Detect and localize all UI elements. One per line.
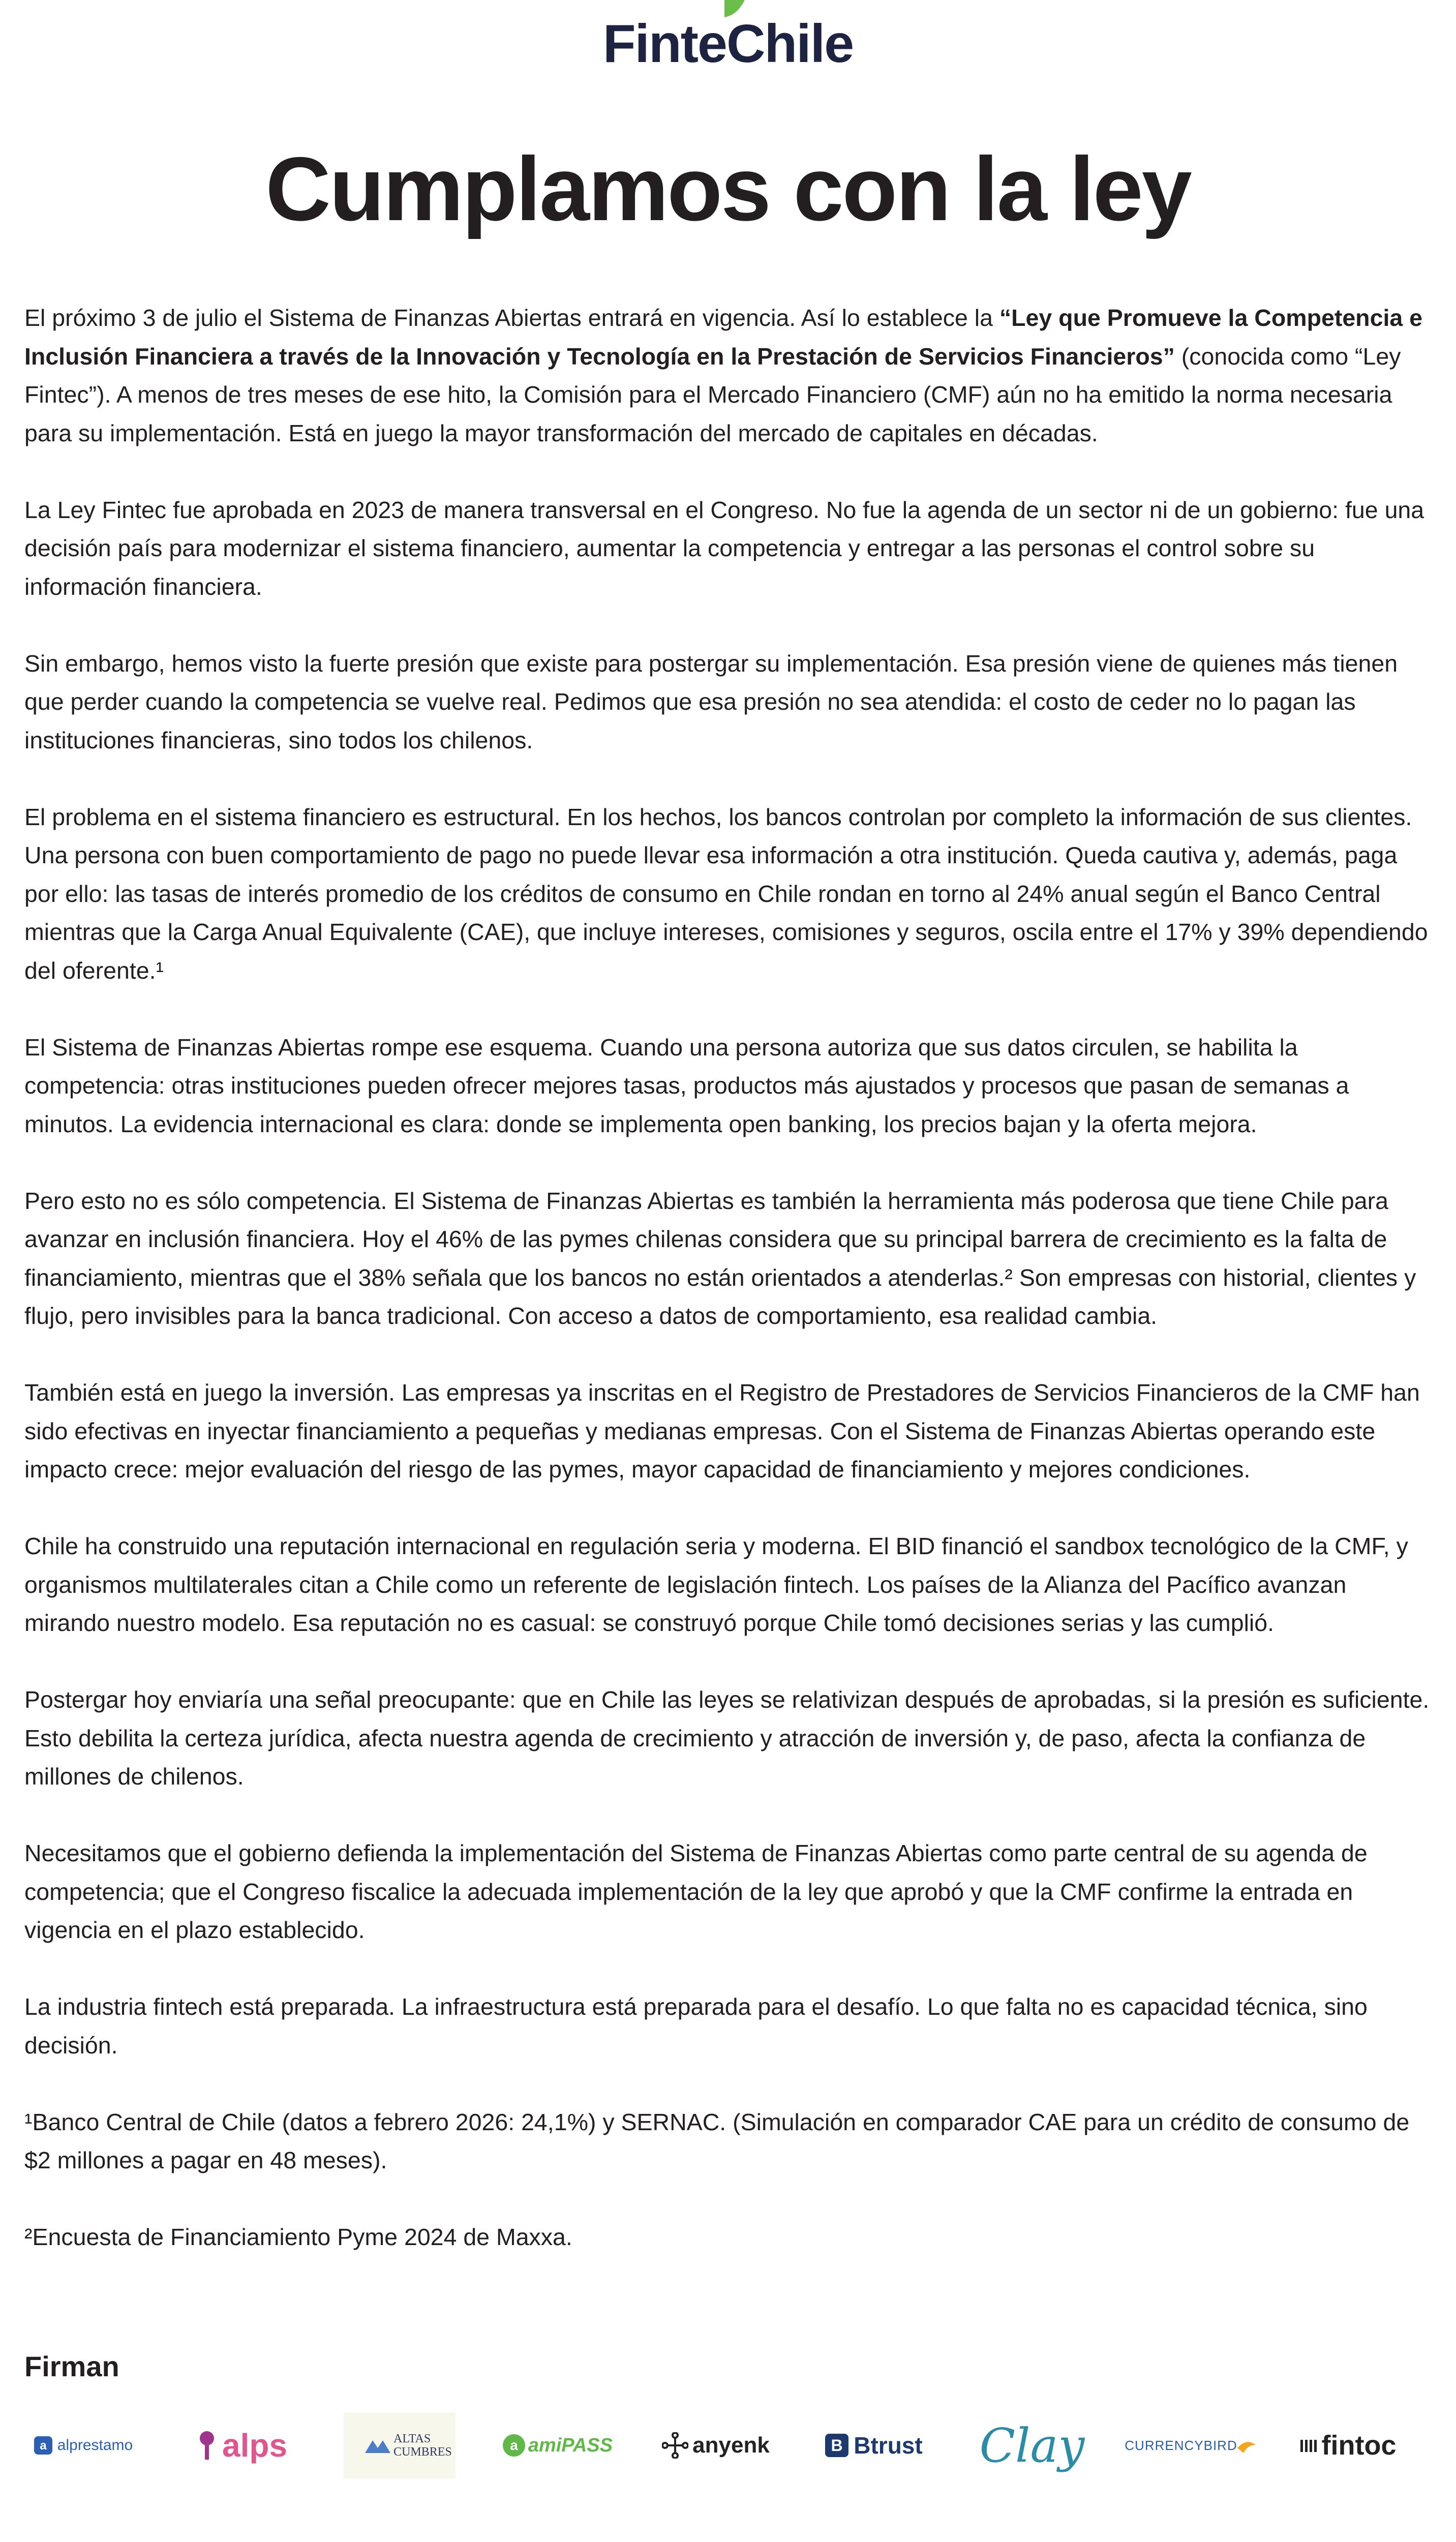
logo-altas-cumbres	[323, 2400, 476, 2491]
article-body	[24, 299, 1434, 2295]
btrust-icon	[825, 2434, 848, 2457]
brand-logo: FinteChile	[602, 14, 854, 74]
svg-text:a: a	[510, 2437, 518, 2453]
logo-row	[0, 2400, 1456, 2491]
amipass-icon	[503, 2434, 525, 2457]
logo-clay	[956, 2400, 1108, 2491]
paragraph: También está en juego la inversión. Las empresas ya inscritas en el Registro de Prestadores de Servicios Financieros de la CMF han sido efectivas en inyectar financiamiento a pequeñas y medianas empresas. Con el Sistema de Finanzas Abiertas operando este impacto crece: mejor evaluación del riesgo de las pymes, mayor capacidad de financiamiento y mejores condiciones.	[24, 1379, 1420, 1482]
footnote: ²Encuesta de Financiamiento Pyme 2024 de Maxxa.	[24, 2224, 572, 2250]
paragraph: Necesitamos que el gobierno defienda la implementación del Sistema de Finanzas Abiertas como parte central de su agenda de competencia; que el Congreso fiscalice la adecuada implementación de la ley que aprobó y que la CMF confirme la entrada en vigencia en el plazo establecido.	[24, 1840, 1368, 1943]
clay-wordmark: Clay	[979, 2418, 1085, 2473]
amipass-wordmark: amiPASS	[528, 2434, 613, 2456]
anyenk-icon	[662, 2432, 688, 2459]
logo-anyenk	[640, 2400, 792, 2491]
logo-fintoc	[1272, 2400, 1424, 2491]
anyenk-wordmark: anyenk	[692, 2433, 770, 2458]
alps-icon	[196, 2430, 218, 2461]
bird-icon	[1237, 2438, 1256, 2453]
paragraph-text: El próximo 3 de julio el Sistema de Finanzas Abiertas entrará en vigencia. Así lo establece la	[24, 305, 999, 331]
logo-btrust	[798, 2400, 950, 2491]
altas-cumbres-badge	[344, 2412, 456, 2478]
signers-title: Firman	[24, 2350, 119, 2382]
currencybird-wordmark: CURRENCYBIRD	[1125, 2437, 1237, 2453]
paragraph: Pero esto no es sólo competencia. El Sistema de Finanzas Abiertas es también la herramienta más poderosa que tiene Chile para avanzar en inclusión financiera. Hoy el 46% de las pymes chilenas considera que su principal barrera de crecimiento es la falta de financiamiento, mientras que el 38% señala que los bancos no están orientados a atenderlas.² Son empresas con historial, clientes y flujo, pero invisibles para la banca tradicional. Con acceso a datos de comportamiento, esa realidad cambia.	[24, 1187, 1416, 1329]
paragraph-text: (conocida como “Ley Fintec”). A menos de tres meses de ese hito, la Comisión para el Mercado Financiero (CMF) aún no ha emitido la norma necesaria para su implementación. Está en juego la mayor transformación del mercado de capitales en décadas.	[24, 343, 1401, 446]
mountain-icon	[365, 2438, 390, 2453]
law-name: “Ley que Promueve la Competencia e Inclusión Financiera a través de la Innovación y Tecnología en la Prestación de Servicios Financieros”	[24, 305, 1423, 370]
svg-text:B: B	[831, 2436, 843, 2455]
alps-wordmark: alps	[222, 2427, 288, 2464]
btrust-wordmark: Btrust	[854, 2432, 923, 2459]
logo-alps	[165, 2400, 318, 2491]
svg-text:a: a	[40, 2439, 47, 2453]
page-title: Cumplamos con la ley	[265, 138, 1191, 239]
paragraph: Sin embargo, hemos visto la fuerte presión que existe para postergar su implementación. Esa presión viene de quienes más tienen que perder cuando la competencia se vuelve real. Pedimos que esa presión no sea atendida: el costo de ceder no lo pagan las instituciones financieras, sino todos los chilenos.	[24, 650, 1398, 753]
altas-cumbres-wordmark: ALTAS CUMBRES	[393, 2432, 452, 2459]
paragraph: La industria fintech está preparada. La infraestructura está preparada para el desafío. Lo que falta no es capacidad técnica, sino decisión.	[24, 1993, 1368, 2059]
logo-amipass	[481, 2400, 634, 2491]
logo-currencybird	[1114, 2400, 1266, 2491]
paragraph: El Sistema de Finanzas Abiertas rompe ese esquema. Cuando una persona autoriza que sus datos circulen, se habilita la competencia: otras instituciones pueden ofrecer mejores tasas, productos más ajustados y procesos que pasan de semanas a minutos. La evidencia internacional es clara: donde se implementa open banking, los precios bajan y la oferta mejora.	[24, 1034, 1349, 1137]
paragraph: Chile ha construido una reputación internacional en regulación seria y moderna. El BID financió el sandbox tecnológico de la CMF, y organismos multilaterales citan a Chile como un referente de legislación fintech. Los países de la Alianza del Pacífico avanzan mirando nuestro modelo. Esa reputación no es casual: se construyó porque Chile tomó decisiones serias y las cumplió.	[24, 1533, 1408, 1636]
paragraph: La Ley Fintec fue aprobada en 2023 de manera transversal en el Congreso. No fue la agenda de un sector ni de un gobierno: fue una decisión país para modernizar el sistema financiero, aumentar la competencia y entregar a las personas el control sobre su información financiera.	[24, 496, 1424, 600]
logo-alprestamo	[7, 2400, 160, 2491]
alprestamo-wordmark: alprestamo	[57, 2437, 133, 2454]
paragraph: Postergar hoy enviaría una señal preocupante: que en Chile las leyes se relativizan después de aprobadas, si la presión es suficiente. Esto debilita la certeza jurídica, afecta nuestra agenda de crecimiento y atracción de inversión y, de paso, afecta la confianza de millones de chilenos.	[24, 1686, 1430, 1790]
footnote: ¹Banco Central de Chile (datos a febrero 2026: 24,1%) y SERNAC. (Simulación en comparador CAE para un crédito de consumo de $2 millones a pagar en 48 meses).	[24, 2108, 1410, 2173]
paragraph: El problema en el sistema financiero es estructural. En los hechos, los bancos controlan por completo la información de sus clientes. Una persona con buen comportamiento de pago no puede llevar esa información a otra institución. Queda cautiva y, además, paga por ello: las tasas de interés promedio de los créditos de consumo en Chile rondan en torno al 24% anual según el Banco Central mientras que la Carga Anual Equivalente (CAE), que incluye intereses, comisiones y seguros, oscila entre el 17% y 39% dependiendo del oferente.¹	[24, 803, 1428, 984]
header	[0, 0, 1456, 76]
fintoc-wordmark: fintoc	[1321, 2430, 1397, 2461]
fintoc-icon	[1300, 2437, 1318, 2454]
paragraph	[24, 299, 1434, 452]
alprestamo-icon	[34, 2436, 52, 2455]
